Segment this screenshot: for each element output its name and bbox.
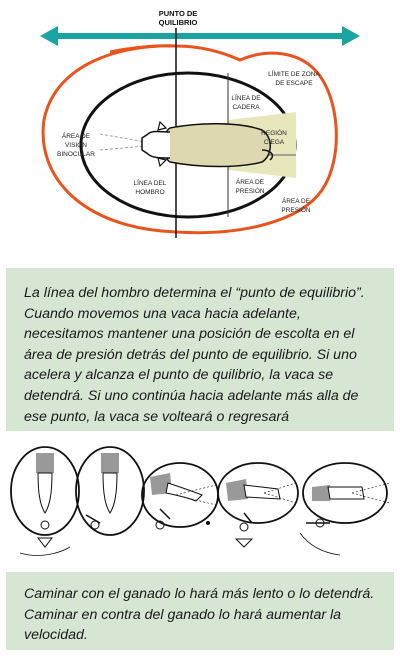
title-line-2: QUILIBRIO [158, 18, 198, 27]
label-pressure-in-2: PRESIÓN [235, 188, 265, 195]
sequence-panel-3 [142, 463, 218, 529]
label-escape-1: LÍMITE DE ZONA [268, 71, 320, 78]
escape-zone-tail [110, 46, 176, 52]
title-line-1: PUNTO DE [158, 9, 198, 18]
sequence-panel-2 [76, 447, 144, 535]
label-vision-2: VISIÓN [64, 142, 88, 149]
label-hip-2: CADERA [232, 104, 260, 111]
flight-zone-diagram [0, 0, 400, 262]
label-shoulder-2: HOMBRO [135, 189, 165, 196]
label-shoulder-1: LÍNEA DEL [133, 180, 167, 187]
label-vision-1: ÁREA DE [61, 133, 91, 140]
walking-tip-box [6, 572, 394, 650]
label-pressure-in-1: ÁREA DE [235, 179, 265, 186]
walking-tip-text: Caminar con el ganado lo hará más lento o lo detendrá. Caminar en contra del ganado lo hará aumentar la velocidad. [24, 586, 375, 644]
explanation-text: La línea del hombro determina el “punto de equilibrio”. Cuando movemos una vaca hacia adelante, necesitamos mantener una posición de escolta en el área de presión detrás del punto de equilibrio. Si uno acelera y alcanza el punto de quilibrio, la vaca se detendrá. Si uno continúa hacia adelante más alla de ese punto, la vaca se volteará o regresará [24, 285, 365, 425]
label-hip-1: LÍNEA DE [231, 95, 261, 102]
cow-movement-sequence [0, 443, 400, 565]
cow-silhouette [142, 122, 272, 167]
label-pressure-out-1: ÁREA DE [281, 198, 311, 205]
label-escape-2: DE ESCAPE [275, 80, 313, 87]
sequence-panel-1 [11, 447, 79, 555]
sequence-panel-5 [300, 463, 390, 555]
label-pressure-out-2: PRESIÓN [281, 207, 311, 214]
sequence-panel-4 [218, 463, 298, 547]
label-vision-3: BINOCULAR [57, 151, 95, 158]
direction-arrow [40, 26, 360, 46]
label-blind-2: CIEGA [263, 139, 285, 146]
label-blind-1: REGIÓN [261, 130, 287, 137]
explanation-box [6, 268, 394, 431]
